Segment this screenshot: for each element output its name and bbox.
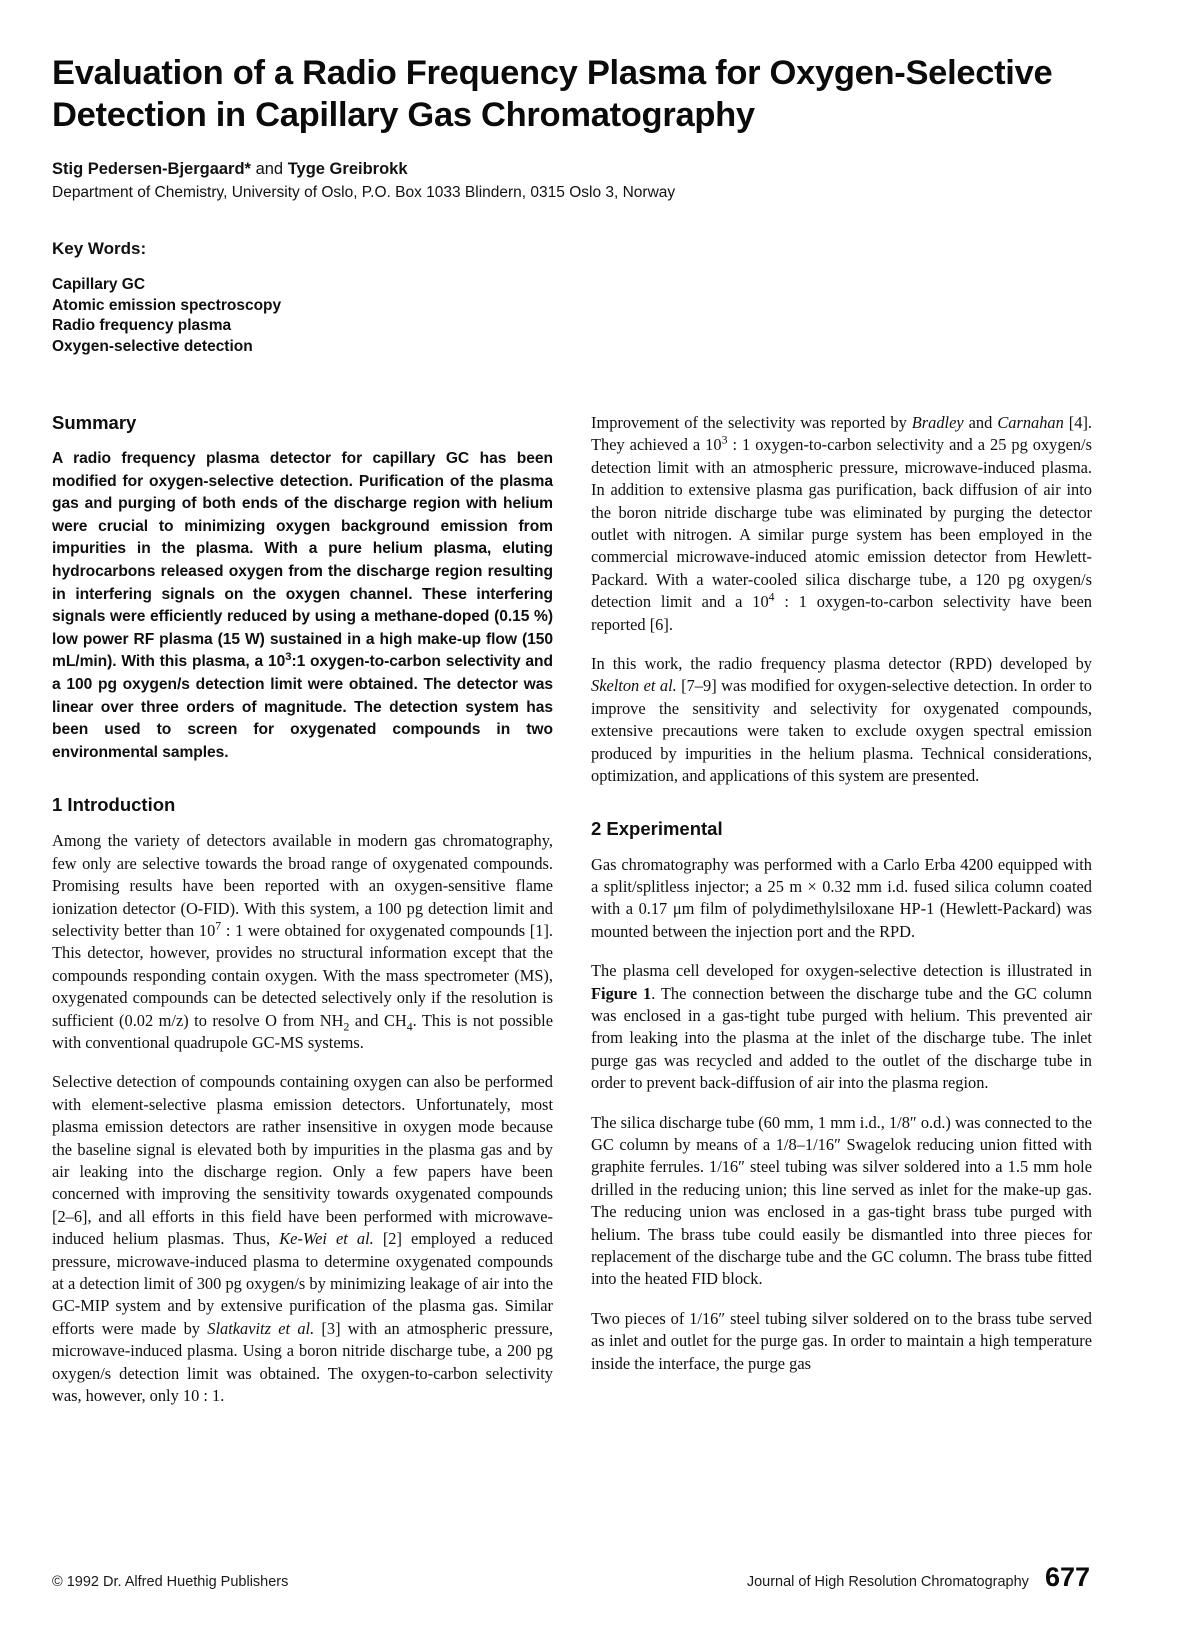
intro-paragraph-1 bbox=[52, 830, 553, 1054]
author-line bbox=[52, 158, 1090, 180]
author-primary: Stig Pedersen-Bjergaard* bbox=[52, 160, 251, 178]
intro-p2-b: [2] employed a reduced pressure, microwave-induced plasma to determine oxygenated compounds at a detection limit of 300 pg oxygen/s by minimizing leakage of air into the GC-MIP system and by extensive purification of the plasma gas. Similar efforts were made by bbox=[52, 1229, 553, 1338]
journal-name: Journal of High Resolution Chromatography bbox=[746, 1574, 1029, 1590]
exp-p2-b: . The connection between the discharge tube and the GC column was enclosed in a gas-tight tube purged with helium. This prevented air from leaking into the plasma at the inlet of the discharge tube. The inlet purge gas was recycled and added to the outlet of the discharge tube in order to prevent back-diffusion of air into the plasma region. bbox=[591, 983, 1092, 1093]
citation-carnahan: Carnahan bbox=[997, 413, 1064, 432]
citation-skelton: Skelton et al. bbox=[591, 676, 677, 696]
citation-ke-wei: Ke-Wei et al. bbox=[279, 1229, 374, 1249]
experimental-paragraph-4: Two pieces of 1/16″ steel tubing silver soldered on to the brass tube served as inlet and outlet for the purge gas. In order to maintain a high temperature inside the interface, the purge gas bbox=[591, 1308, 1092, 1373]
page-title: Evaluation of a Radio Frequency Plasma for Oxygen-Selective Detection in Capillary Gas Chromatography bbox=[52, 54, 1053, 134]
intro-p1-sub1: 2 bbox=[343, 1018, 350, 1033]
intro-p2-a: Selective detection of compounds containing oxygen can also be performed with element-selective plasma emission detectors. Unfortunately, most plasma emission detectors are rather insensitive in oxygen mode because the baseline signal is elevated both by impurities in the plasma gas and by air leaking into the discharge region. Only a few papers have been concerned with improving the sensitivity towards oxygenated compounds [2–6], and all efforts in this field have been performed with microwave-induced helium plasmas. Thus, bbox=[52, 1072, 553, 1249]
citation-slatkavitz: Slatkavitz et al. bbox=[207, 1318, 315, 1338]
intro-p1-c: and CH bbox=[349, 1010, 407, 1030]
keyword-item: Atomic emission spectroscopy bbox=[52, 296, 282, 314]
affiliation-line: Department of Chemistry, University of Oslo, P.O. Box 1033 Blindern, 0315 Oslo 3, Norway bbox=[52, 184, 676, 201]
right-p1-exponent-2: 4 bbox=[768, 589, 775, 604]
summary-exponent: 3 bbox=[285, 651, 292, 664]
right-p2-a: In this work, the radio frequency plasma detector (RPD) developed by bbox=[591, 654, 1092, 674]
experimental-paragraph-1: Gas chromatography was performed with a Carlo Erba 4200 equipped with a split/splitless injector; a 25 m × 0.32 mm i.d. fused silica column coated with a 0.17 μm film of polydimethylsiloxane HP-1 (Hewlett-Packard) was mounted between the injection port and the RPD. bbox=[591, 854, 1092, 941]
right-p1-e: : 1 oxygen-to-carbon selectivity have been reported [6]. bbox=[591, 592, 1092, 634]
keyword-item: Radio frequency plasma bbox=[52, 317, 232, 334]
experimental-paragraph-2 bbox=[591, 960, 1092, 1094]
left-column bbox=[52, 412, 553, 1407]
copyright-notice: © 1992 Dr. Alfred Huethig Publishers bbox=[52, 1574, 289, 1590]
keyword-item: Capillary GC bbox=[52, 276, 146, 293]
footer-right-group bbox=[747, 1562, 1090, 1593]
intro-p1-a: Among the variety of detectors available in modern gas chromatography, few only are selective towards the broad range of oxygenated compounds. Promising results have been reported with an oxygen-sensitive flame ionization detector (O-FID). With this system, a 100 pg detection limit and selectivity better than 10 bbox=[52, 831, 553, 940]
right-p1-d: : 1 oxygen-to-carbon selectivity and a 25 pg oxygen/s detection limit with an atmospheric pressure, microwave-induced plasma. In addition to extensive plasma gas purification, back diffusion of air into the boron nitride discharge tube was eliminated by purging the detector outlet with nitrogen. A similar purge system has been employed in the commercial microwave-induced atomic emission detector from Hewlett-Packard. With a water-cooled silica discharge tube, a 120 pg oxygen/s detection limit and a 10 bbox=[591, 435, 1092, 612]
keywords-heading: Key Words: bbox=[52, 239, 147, 258]
author-secondary: Tyge Greibrokk bbox=[287, 160, 408, 178]
experimental-heading: 2 Experimental bbox=[591, 817, 723, 839]
right-p1-a: Improvement of the selectivity was reported by bbox=[591, 413, 912, 432]
right-p1-exponent-1: 3 bbox=[721, 432, 728, 447]
citation-bradley: Bradley bbox=[911, 413, 964, 432]
exp-p2-a: The plasma cell developed for oxygen-selective detection is illustrated in bbox=[591, 961, 1092, 981]
right-column bbox=[591, 412, 1092, 1407]
page-footer bbox=[52, 1562, 1090, 1602]
summary-text-b: :1 oxygen-to-carbon selectivity and a 100 pg oxygen/s detection limit were obtained. The detector was linear over three orders of magnitude. The detection system has been used to screen for oxygenated compounds in two environmental samples. bbox=[52, 653, 553, 761]
body-columns bbox=[52, 412, 1092, 1407]
right-p1-c: [4]. They achieved a 10 bbox=[591, 413, 1092, 455]
article-header bbox=[52, 52, 1090, 357]
figure-reference: Figure 1 bbox=[591, 983, 652, 1003]
intro-p1-sub2: 4 bbox=[406, 1018, 413, 1033]
summary-text bbox=[52, 448, 553, 764]
intro-p1-d: . This is not possible with conventional quadrupole GC-MS systems. bbox=[52, 1010, 554, 1052]
right-paragraph-2 bbox=[591, 653, 1092, 787]
introduction-heading: 1 Introduction bbox=[52, 794, 176, 816]
intro-p2-c: [3] with an atmospheric pressure, microwave-induced plasma. Using a boron nitride discharge tube, a 200 pg oxygen/s detection limit was obtained. The oxygen-to-carbon selectivity was, however, only 10 : 1. bbox=[52, 1318, 553, 1406]
intro-paragraph-2 bbox=[52, 1071, 553, 1407]
right-p2-b: [7–9] was modified for oxygen-selective detection. In order to improve the sensitivity and selectivity for oxygenated compounds, extensive precautions were taken to exclude oxygen spectral emission produced by impurities in the helium plasma. Technical considerations, optimization, and applications of this system are presented. bbox=[591, 676, 1093, 786]
keywords-list bbox=[52, 275, 1090, 357]
summary-text-a: A radio frequency plasma detector for capillary GC has been modified for oxygen-selective detection. Purification of the plasma gas and purging of both ends of the discharge region with helium were crucial to minimizing oxygen background emission from impurities in the plasma. With a pure helium plasma, eluting hydrocarbons released oxygen from the discharge region resulting in interfering signals on the oxygen channel. These interfering signals were efficiently reduced by using a methane-doped (0.15 %) low power RF plasma (15 W) sustained in a high make-up flow (150 mL/min). With this plasma, a 10 bbox=[52, 450, 553, 671]
intro-p1-b: : 1 were obtained for oxygenated compounds [1]. This detector, however, provides no structural information except that the compounds responding contain oxygen. With the mass spectrometer (MS), oxygenated compounds can be detected selectively only if the resolution is sufficient (0.02 m/z) to resolve O from NH bbox=[52, 920, 554, 1030]
intro-p1-exponent: 7 bbox=[215, 918, 222, 933]
experimental-paragraph-3: The silica discharge tube (60 mm, 1 mm i.d., 1/8″ o.d.) was connected to the GC column by means of a 1/8–1/16″ Swagelok reducing union fitted with graphite ferrules. 1/16″ steel tubing was silver soldered into a 1.5 mm hole drilled in the reducing union; this line served as inlet for the make-up gas. The reducing union was enclosed in a gas-tight brass tube purged with helium. The brass tube could easily be dismantled into three pieces for replacement of the discharge tube and the GC column. The brass tube fitted into the heated FID block. bbox=[591, 1112, 1092, 1289]
right-p1-b: and bbox=[963, 413, 998, 432]
summary-heading: Summary bbox=[52, 412, 137, 433]
keyword-item: Oxygen-selective detection bbox=[52, 337, 253, 355]
author-conjunction: and bbox=[250, 160, 288, 178]
keywords-block bbox=[52, 239, 1090, 357]
right-paragraph-1 bbox=[591, 412, 1092, 636]
page-number: 677 bbox=[1044, 1562, 1090, 1592]
